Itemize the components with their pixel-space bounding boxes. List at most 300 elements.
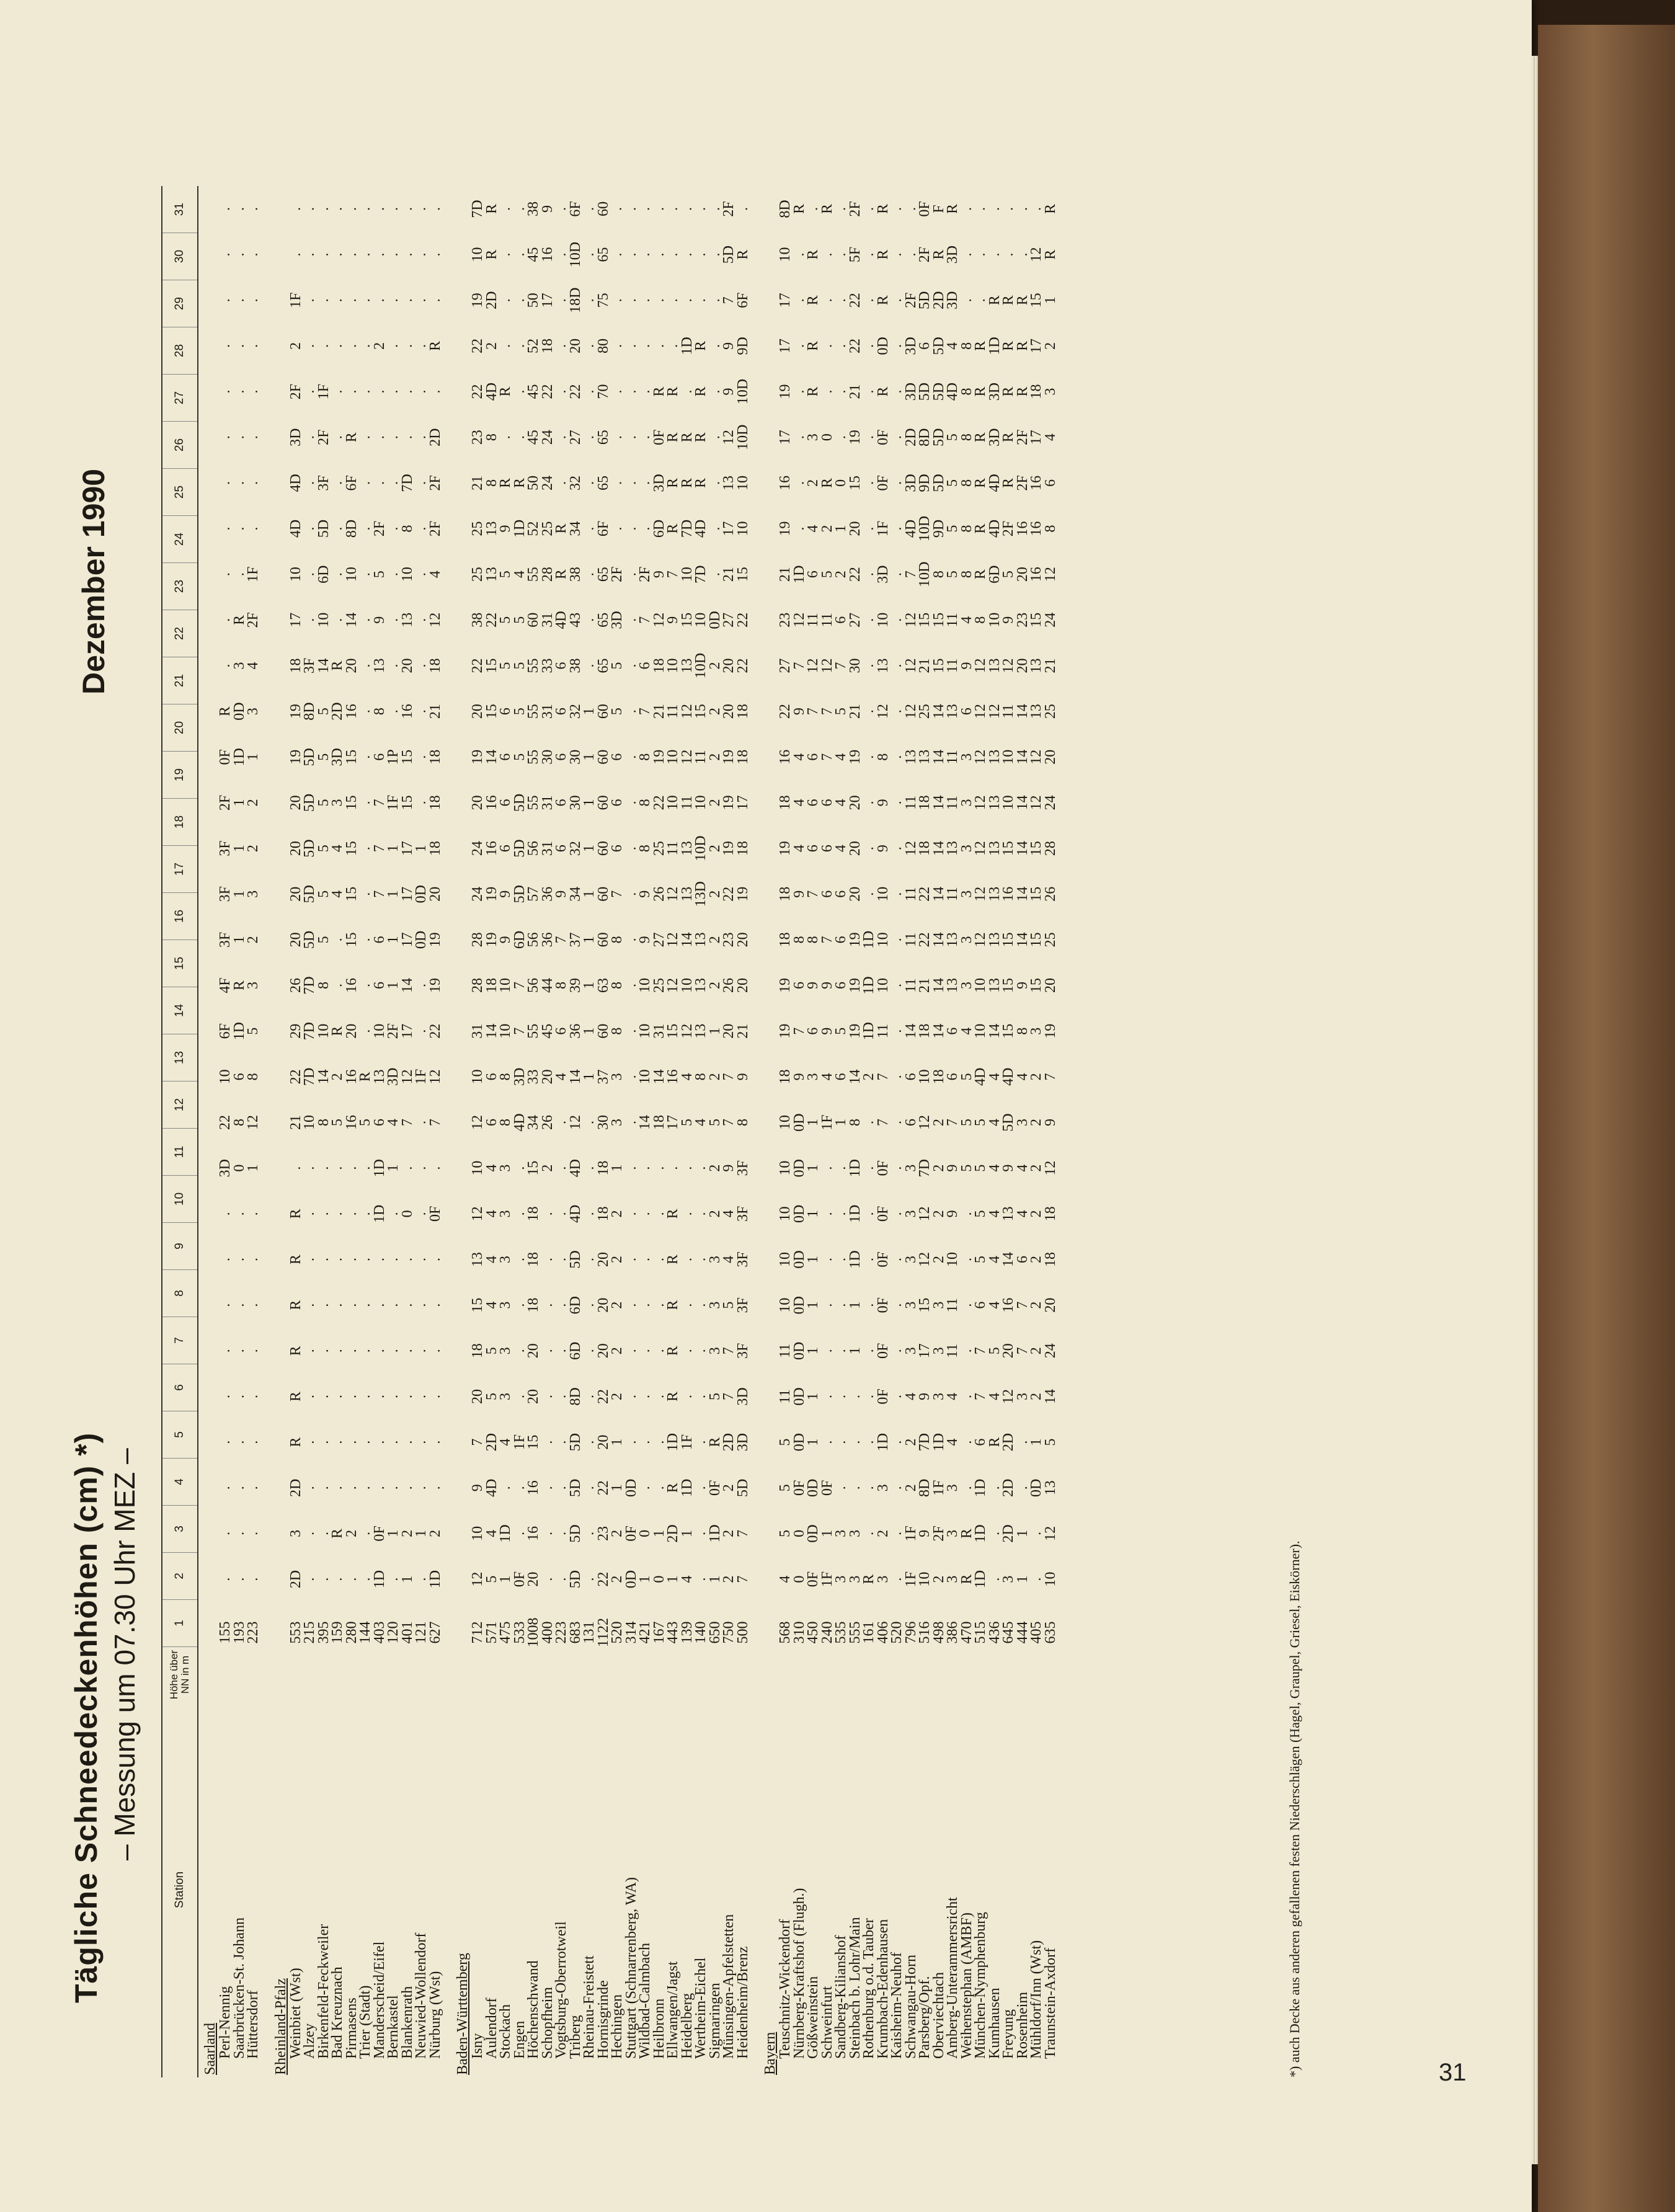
day-value: 55 — [525, 567, 541, 582]
day-value: 3D — [944, 245, 961, 264]
day-value: 9 — [721, 1164, 737, 1172]
day-value: . — [637, 481, 653, 485]
day-value: 3D — [902, 382, 919, 401]
day-value: . — [357, 526, 373, 531]
day-value: . — [217, 1212, 233, 1216]
day-value: 22 — [595, 1571, 611, 1587]
day-value: 2D — [902, 428, 919, 446]
day-value: 2 — [721, 1529, 737, 1537]
day-value: 11 — [944, 750, 961, 765]
day-value: 5D — [917, 382, 933, 401]
day-value: 0 — [791, 1575, 807, 1583]
day-value: . — [427, 1486, 443, 1490]
day-value: 30 — [595, 1115, 611, 1130]
region-heading: Saarland — [202, 2023, 218, 2075]
day-value: 25 — [1042, 704, 1059, 719]
day-value: . — [651, 298, 667, 303]
day-value: 10D — [917, 515, 933, 542]
day-value: 4 — [986, 1210, 1003, 1218]
day-value: 13 — [721, 475, 737, 491]
day-value: 2F — [609, 566, 625, 582]
day-value: 22 — [595, 1480, 611, 1496]
day-value: . — [343, 1257, 360, 1261]
day-value: 1 — [805, 1255, 821, 1263]
day-value: 1 — [581, 845, 597, 853]
day-value: 2D — [1000, 1524, 1016, 1543]
day-value: 20 — [525, 1571, 541, 1587]
day-value: 3D — [287, 428, 304, 446]
day-value: . — [651, 1486, 667, 1490]
day-value: 38 — [525, 201, 541, 216]
day-value: 31 — [651, 1023, 667, 1039]
day-value: . — [833, 1212, 849, 1216]
day-value: . — [511, 1486, 528, 1490]
day-value: 10 — [469, 1160, 486, 1176]
day-value: 8D — [567, 1387, 584, 1406]
day-value: 13 — [1000, 1206, 1016, 1222]
day-value: . — [889, 1577, 905, 1581]
day-value: 2F — [427, 520, 443, 537]
day-value: 10D — [734, 424, 751, 450]
day-value: . — [315, 1303, 332, 1307]
station-name: Parsberg/Opf. — [917, 1976, 933, 2059]
day-value: . — [706, 252, 723, 257]
day-value: . — [623, 481, 639, 485]
day-value: 2 — [706, 799, 723, 807]
day-value: . — [553, 435, 569, 440]
day-value: 15 — [1028, 932, 1044, 948]
day-value: 12 — [972, 704, 989, 719]
day-value: R — [861, 1574, 877, 1584]
day-value: . — [399, 252, 415, 257]
day-value: 5D — [930, 337, 947, 355]
day-value: . — [413, 435, 429, 440]
day-value: . — [329, 1303, 345, 1307]
day-value: . — [217, 207, 233, 211]
day-value: 2 — [833, 571, 849, 579]
table-row — [848, 186, 863, 2077]
day-value: 10 — [1000, 795, 1016, 811]
day-value: 1D — [497, 1524, 513, 1543]
day-value: 1 — [385, 982, 401, 990]
station-name: Ellwangen/Jagst — [665, 1961, 681, 2059]
day-value: . — [385, 344, 401, 348]
day-value: 15 — [343, 932, 360, 948]
day-value: 5 — [958, 1164, 975, 1172]
day-value: 2 — [706, 1073, 723, 1081]
day-value: . — [623, 984, 639, 988]
day-value: . — [581, 1349, 597, 1353]
day-value: . — [833, 298, 849, 303]
table-row — [303, 186, 317, 2077]
day-value: 1 — [399, 1575, 415, 1583]
day-value: 15 — [917, 1297, 933, 1313]
day-value: . — [511, 207, 528, 211]
day-value: . — [399, 298, 415, 303]
day-value: 0D — [791, 1295, 807, 1315]
table-row — [345, 186, 359, 2077]
day-value: 21 — [846, 384, 863, 399]
day-value: 5 — [944, 433, 961, 442]
day-value: . — [889, 755, 905, 759]
day-value: 0F — [874, 475, 891, 491]
day-value: 1 — [581, 1027, 597, 1035]
day-value: . — [357, 481, 373, 485]
day-value: 20 — [846, 795, 863, 811]
day-value: . — [427, 1349, 443, 1353]
day-value: 8 — [637, 799, 653, 807]
day-value: 19 — [427, 978, 443, 993]
day-value: 12 — [805, 658, 821, 673]
day-header: 12 — [162, 1082, 197, 1129]
day-value: 14 — [930, 704, 947, 719]
day-value: 10 — [637, 978, 653, 993]
day-value: 8D — [917, 428, 933, 446]
day-value: . — [861, 435, 877, 440]
day-value: . — [553, 1121, 569, 1125]
day-value: 44 — [539, 978, 556, 993]
day-value: 13 — [678, 658, 695, 673]
day-value: 60 — [595, 201, 611, 216]
day-value: R — [483, 249, 500, 260]
day-value: R — [217, 706, 233, 717]
day-value: 1D — [371, 1159, 388, 1178]
day-value: 15 — [1000, 932, 1016, 948]
day-value: 12 — [399, 1069, 415, 1085]
day-value: . — [413, 572, 429, 577]
day-value: 13 — [1028, 658, 1044, 673]
day-value: 1 — [805, 1164, 821, 1172]
day-value: . — [287, 1166, 304, 1170]
day-value: 5 — [972, 1164, 989, 1172]
day-value: 6 — [553, 1027, 569, 1035]
height-header: Höhe über NN in m — [168, 1650, 191, 1700]
day-value: 3 — [706, 1255, 723, 1263]
day-value: R — [986, 1437, 1003, 1447]
day-value: . — [623, 618, 639, 622]
day-value: . — [413, 618, 429, 622]
day-value: . — [889, 1440, 905, 1444]
day-value: 20 — [567, 338, 584, 353]
day-value: 1 — [581, 890, 597, 898]
day-value: . — [539, 1212, 556, 1216]
day-value: 43 — [567, 612, 584, 628]
day-value: 0F — [217, 749, 233, 765]
day-value: 1F — [819, 1114, 835, 1130]
day-value: . — [371, 1394, 388, 1398]
day-value: . — [413, 1212, 429, 1216]
day-value: . — [553, 1166, 569, 1170]
day-header: 10 — [162, 1176, 197, 1223]
day-value: . — [637, 1257, 653, 1261]
day-value: . — [245, 1303, 261, 1307]
day-value: . — [357, 618, 373, 622]
station-name: Isny — [469, 2033, 486, 2059]
day-value: . — [245, 1440, 261, 1444]
day-value: 5 — [315, 890, 332, 898]
day-value: . — [889, 1531, 905, 1535]
day-value: 5 — [678, 1119, 695, 1127]
day-value: 45 — [525, 430, 541, 445]
day-value: 6 — [833, 1073, 849, 1081]
day-value: 2 — [287, 342, 304, 350]
day-value: . — [861, 298, 877, 303]
day-value: 1F — [902, 1526, 919, 1542]
day-header: 14 — [162, 987, 197, 1034]
day-value: . — [357, 1166, 373, 1170]
day-value: 1 — [581, 1073, 597, 1081]
day-value: 11 — [819, 613, 835, 628]
day-value: R — [930, 249, 947, 260]
day-value: . — [301, 344, 318, 348]
table-row — [680, 186, 695, 2077]
day-value: 9 — [497, 525, 513, 533]
day-value: 0F — [874, 1206, 891, 1222]
day-value: . — [301, 1303, 318, 1307]
station-height: 406 — [874, 1621, 891, 1644]
day-value: 21 — [846, 704, 863, 719]
day-value: 12 — [427, 1069, 443, 1085]
day-value: 18 — [1042, 1206, 1059, 1222]
station-height: 159 — [329, 1621, 345, 1644]
day-value: . — [357, 1029, 373, 1033]
day-value: 8 — [805, 936, 821, 944]
day-value: 17 — [721, 521, 737, 536]
day-value: 3 — [902, 1301, 919, 1309]
day-value: . — [833, 389, 849, 394]
day-value: 3 — [874, 1575, 891, 1583]
day-value: 10 — [874, 886, 891, 902]
day-value: 8 — [734, 1119, 751, 1127]
day-value: 10D — [734, 378, 751, 405]
table-row — [988, 186, 1002, 2077]
day-value: R — [553, 569, 569, 580]
table-row — [834, 186, 848, 2077]
day-value: 2 — [874, 1529, 891, 1537]
day-value: . — [385, 1394, 401, 1398]
day-value: 9 — [1042, 1119, 1059, 1127]
day-value: . — [371, 252, 388, 257]
day-value: . — [217, 1394, 233, 1398]
day-value: 5 — [497, 662, 513, 670]
day-value: . — [427, 1257, 443, 1261]
day-value: . — [217, 1531, 233, 1535]
day-value: 6 — [609, 845, 625, 853]
day-value: 13 — [986, 795, 1003, 811]
day-value: . — [637, 298, 653, 303]
day-value: . — [539, 1303, 556, 1307]
day-value: 20 — [343, 1023, 360, 1039]
day-value: 28 — [1042, 841, 1059, 856]
station-name: Alzey — [301, 2023, 318, 2059]
day-value: 22 — [287, 1069, 304, 1085]
day-value: 0F — [651, 429, 667, 445]
station-name: Weinbiet (Wst) — [287, 1968, 304, 2059]
station-height: 121 — [413, 1621, 429, 1644]
day-value: R — [1000, 295, 1016, 306]
day-value: 5 — [511, 753, 528, 761]
day-value: 19 — [721, 749, 737, 765]
station-height: 515 — [972, 1621, 989, 1644]
day-value: 15 — [1028, 841, 1044, 856]
day-value: . — [581, 1257, 597, 1261]
day-value: . — [399, 435, 415, 440]
day-value: . — [553, 1486, 569, 1490]
day-value: 3 — [329, 799, 345, 807]
day-value: 10 — [986, 612, 1003, 628]
day-value: . — [329, 1440, 345, 1444]
day-value: . — [217, 298, 233, 303]
day-value: 0D — [623, 1570, 639, 1589]
station-name: Rheinau-Freistett — [581, 1955, 597, 2059]
day-value: 14 — [930, 795, 947, 811]
day-value: 6 — [371, 1119, 388, 1127]
day-value: . — [553, 1440, 569, 1444]
day-value: 19 — [846, 749, 863, 765]
day-value: 13 — [917, 749, 933, 765]
day-value: 3 — [930, 1392, 947, 1400]
day-value: . — [427, 1440, 443, 1444]
day-value: 20 — [734, 932, 751, 948]
day-value: 6 — [1042, 479, 1059, 487]
day-value: 13 — [944, 978, 961, 993]
day-value: . — [651, 207, 667, 211]
day-value: 13 — [483, 521, 500, 536]
day-value: 8 — [553, 982, 569, 990]
day-value: 15 — [846, 475, 863, 491]
day-value: . — [385, 435, 401, 440]
day-value: . — [651, 1394, 667, 1398]
day-value: 2 — [609, 1255, 625, 1263]
day-value: 1D — [972, 1524, 989, 1543]
day-value: 5 — [706, 1119, 723, 1127]
day-value: 7 — [902, 571, 919, 579]
day-value: 6 — [902, 1119, 919, 1127]
day-value: . — [399, 1349, 415, 1353]
day-value: 1 — [1042, 296, 1059, 304]
day-value: . — [833, 252, 849, 257]
day-value: 11 — [902, 932, 919, 947]
day-value: . — [413, 252, 429, 257]
day-value: 14 — [483, 749, 500, 765]
day-header: 2 — [162, 1553, 197, 1600]
day-value: . — [651, 1257, 667, 1261]
day-value: 8 — [972, 616, 989, 624]
station-height: 553 — [287, 1621, 304, 1644]
day-value: 20 — [1014, 658, 1031, 673]
day-value: 15 — [1028, 886, 1044, 902]
station-name: Sandberg-Kilianshof — [833, 1935, 849, 2059]
day-value: 25 — [539, 521, 556, 536]
day-value: . — [889, 892, 905, 896]
day-value: . — [385, 709, 401, 714]
day-value: 2 — [706, 845, 723, 853]
day-value: 20 — [721, 658, 737, 673]
day-value: 10 — [665, 749, 681, 765]
day-value: 1 — [1014, 1575, 1031, 1583]
station-height: 155 — [217, 1621, 233, 1644]
day-value: . — [623, 1303, 639, 1307]
day-value: 1D — [861, 930, 877, 949]
day-value: . — [427, 1303, 443, 1307]
day-value: . — [329, 984, 345, 988]
day-value: 11 — [665, 841, 681, 856]
day-value: 13 — [944, 704, 961, 719]
day-value: 80 — [595, 338, 611, 353]
day-value: . — [357, 1212, 373, 1216]
day-value: 10 — [665, 795, 681, 811]
page-title: Tägliche Schneedeckenhöhen (cm) *) — [69, 1432, 104, 2003]
day-value: 7 — [553, 936, 569, 944]
day-value: . — [511, 1257, 528, 1261]
day-value: 33 — [525, 1069, 541, 1085]
table-row — [960, 186, 974, 2077]
station-height: 470 — [958, 1621, 975, 1644]
day-value: 12 — [567, 1115, 584, 1130]
day-value: . — [343, 1577, 360, 1581]
day-value: . — [413, 1486, 429, 1490]
day-value: . — [651, 344, 667, 348]
day-value: R — [693, 386, 709, 397]
day-value: 5 — [371, 571, 388, 579]
station-name: Vogtsburg-Oberrotweil — [553, 1921, 569, 2059]
day-value: 1F — [930, 1480, 947, 1496]
day-value: 4 — [385, 1119, 401, 1127]
day-value: 1 — [385, 845, 401, 853]
day-value: . — [693, 1440, 709, 1444]
day-value: 4 — [693, 1119, 709, 1127]
day-value: 1D — [846, 1250, 863, 1269]
day-value: 12 — [245, 1115, 261, 1130]
day-value: 9D — [930, 519, 947, 538]
day-value: 9 — [734, 1073, 751, 1081]
day-value: 60 — [595, 932, 611, 948]
day-value: 8D — [777, 200, 793, 218]
day-value: . — [497, 298, 513, 303]
day-value: 6 — [553, 799, 569, 807]
day-value: 7 — [721, 1347, 737, 1355]
day-value: 31 — [539, 704, 556, 719]
day-value: . — [581, 1212, 597, 1216]
day-value: . — [245, 1212, 261, 1216]
day-value: 20 — [287, 795, 304, 811]
day-value: R — [665, 477, 681, 488]
day-value: 4 — [986, 1073, 1003, 1081]
region-heading: Rheinland-Pfalz — [272, 1978, 289, 2075]
day-value: R — [329, 1026, 345, 1036]
day-value: R — [287, 1209, 304, 1219]
day-value: . — [413, 1577, 429, 1581]
day-value: 1 — [231, 890, 247, 898]
day-value: . — [413, 755, 429, 759]
day-value: . — [511, 1166, 528, 1170]
day-value: 15 — [525, 1160, 541, 1176]
day-value: 10 — [777, 1115, 793, 1130]
day-value: 3F — [315, 475, 332, 491]
day-value: . — [497, 344, 513, 348]
day-value: . — [301, 1486, 318, 1490]
day-value: 9 — [497, 890, 513, 898]
day-value: 4 — [553, 1073, 569, 1081]
day-value: 4 — [958, 616, 975, 624]
day-value: 1 — [231, 936, 247, 944]
day-value: 12 — [902, 658, 919, 673]
day-value: 1D — [861, 976, 877, 995]
day-value: . — [986, 1486, 1003, 1490]
day-value: 6 — [497, 753, 513, 761]
day-value: 4 — [833, 799, 849, 807]
day-value: R — [791, 203, 807, 214]
